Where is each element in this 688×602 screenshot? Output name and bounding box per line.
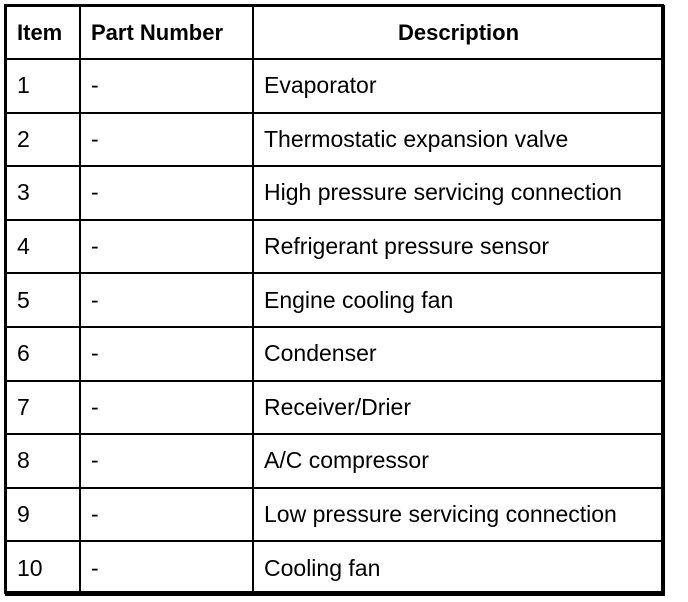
table-body: [6, 59, 664, 595]
cell-part-number: -: [80, 541, 253, 595]
cell-item: 1: [6, 59, 80, 113]
cell-part-number: -: [80, 434, 253, 488]
cell-item: 7: [6, 381, 80, 435]
cell-description: Evaporator: [253, 59, 664, 113]
parts-table: [5, 5, 665, 596]
cell-part-number: -: [80, 488, 253, 542]
cell-item: 6: [6, 327, 80, 381]
table-row: [6, 166, 664, 220]
cell-description: Receiver/Drier: [253, 381, 664, 435]
cell-part-number: -: [80, 220, 253, 274]
header-row: [6, 6, 664, 59]
table-row: [6, 113, 664, 167]
cell-description: Thermostatic expansion valve: [253, 113, 664, 167]
table-row: [6, 273, 664, 327]
table-row: [6, 220, 664, 274]
cell-description: A/C compressor: [253, 434, 664, 488]
cell-part-number: -: [80, 327, 253, 381]
cell-item: 4: [6, 220, 80, 274]
table-row: [6, 327, 664, 381]
cell-item: 2: [6, 113, 80, 167]
cell-item: 10: [6, 541, 80, 595]
cell-description: Engine cooling fan: [253, 273, 664, 327]
cell-item: 5: [6, 273, 80, 327]
header-part-number: Part Number: [80, 6, 253, 59]
cell-part-number: -: [80, 113, 253, 167]
cell-description: Cooling fan: [253, 541, 664, 595]
table-header: [6, 6, 664, 59]
cell-part-number: -: [80, 273, 253, 327]
header-description: Description: [253, 6, 664, 59]
cell-part-number: -: [80, 166, 253, 220]
cell-description: Low pressure servicing connection: [253, 488, 664, 542]
cell-part-number: -: [80, 59, 253, 113]
cell-description: Condenser: [253, 327, 664, 381]
cell-item: 3: [6, 166, 80, 220]
header-item: Item: [6, 6, 80, 59]
cell-item: 8: [6, 434, 80, 488]
cell-description: Refrigerant pressure sensor: [253, 220, 664, 274]
table-row: [6, 434, 664, 488]
table-row: [6, 381, 664, 435]
table-row: [6, 59, 664, 113]
table-row: [6, 488, 664, 542]
cell-item: 9: [6, 488, 80, 542]
table-row: [6, 541, 664, 595]
cell-part-number: -: [80, 381, 253, 435]
cell-description: High pressure servicing connection: [253, 166, 664, 220]
